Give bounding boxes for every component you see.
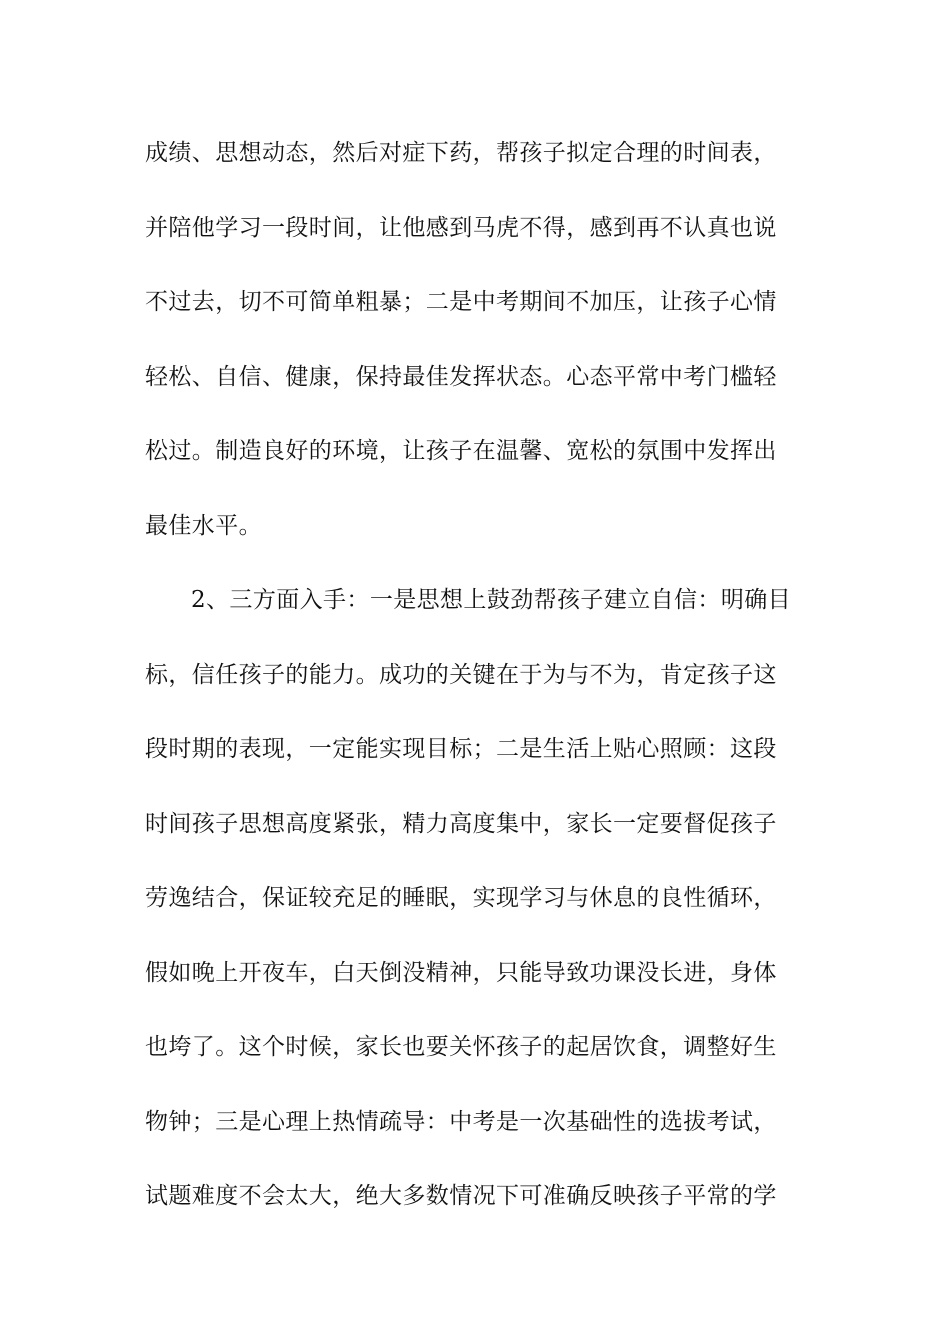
paragraph-line: 假如晚上开夜车，白天倒没精神，只能导致功课没长进，身体 [145, 959, 777, 986]
paragraph-line: 轻松、自信、健康，保持最佳发挥状态。心态平常中考门槛轻 [145, 363, 777, 390]
paragraph-line: 物钟；三是心理上热情疏导：中考是一次基础性的选拔考试， [145, 1108, 777, 1135]
paragraph-line: 时间孩子思想高度紧张，精力高度集中，家长一定要督促孩子 [145, 810, 777, 837]
paragraph-2 [145, 563, 815, 1234]
paragraph-line: 2、三方面入手：一是思想上鼓劲帮孩子建立自信：明确目 [191, 587, 792, 613]
paragraph-line: 也垮了。这个时候，家长也要关怀孩子的起居饮食，调整好生 [145, 1034, 777, 1060]
paragraph-line: 最佳水平。 [145, 512, 262, 539]
paragraph-line: 标，信任孩子的能力。成功的关键在于为与不为，肯定孩子这 [145, 661, 777, 688]
paragraph-line: 成绩、思想动态，然后对症下药，帮孩子拟定合理的时间表， [145, 140, 777, 166]
paragraph-line: 劳逸结合，保证较充足的睡眠，实现学习与休息的良性循环， [145, 885, 777, 911]
paragraph-line: 并陪他学习一段时间，让他感到马虎不得，感到再不认真也说 [145, 214, 777, 241]
paragraph-1 [145, 116, 815, 563]
paragraph-line: 段时期的表现，一定能实现目标；二是生活上贴心照顾：这段 [145, 736, 777, 762]
paragraph-line: 试题难度不会太大，绝大多数情况下可准确反映孩子平常的学 [145, 1183, 777, 1209]
paragraph-line: 不过去，切不可简单粗暴；二是中考期间不加压，让孩子心情 [145, 289, 777, 315]
paragraph-line: 松过。制造良好的环境，让孩子在温馨、宽松的氛围中发挥出 [145, 438, 777, 464]
